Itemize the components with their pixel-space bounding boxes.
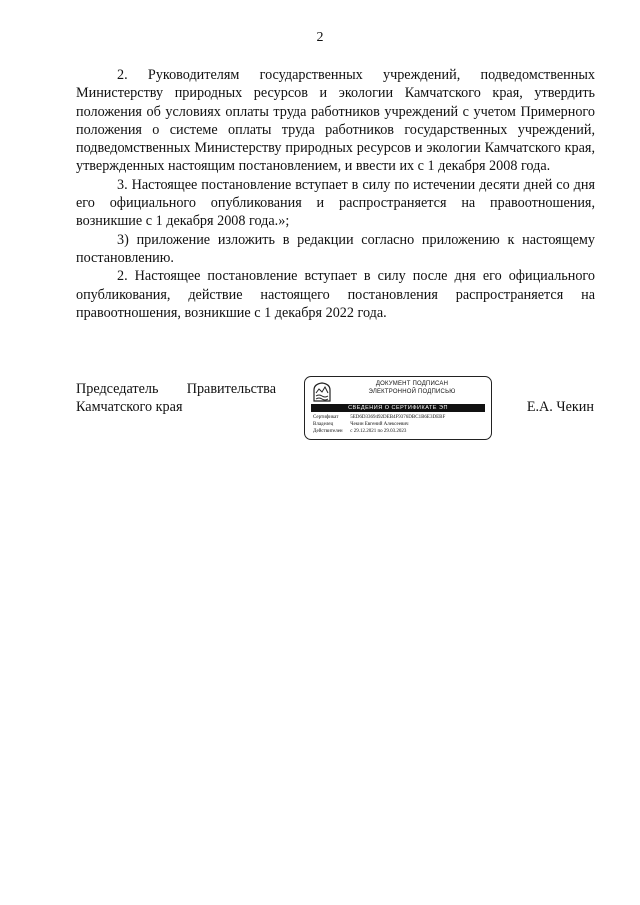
page-number: 2	[316, 30, 324, 45]
paragraph: 3. Настоящее постановление вступает в силу по истечении десяти дней со дня его официального опубликования и распространяется на правоотношения, возникшие с 1 декабря 2008 года.»;	[76, 176, 595, 230]
signer-position-line2: Камчатского края	[76, 399, 183, 416]
stamp-row-owner	[313, 421, 489, 428]
stamp-row-key: Действителен	[313, 429, 343, 434]
stamp-row-value: 5ED6D3369492DEB4F9376DBC1B6E3DEBF	[350, 415, 446, 420]
document-body	[76, 66, 595, 322]
signer-position-line1: Председатель Правительства	[76, 381, 276, 397]
stamp-details	[313, 414, 489, 435]
stamp-row-value: Чекин Евгений Алексеевич	[350, 422, 409, 427]
paragraph: 3) приложение изложить в редакции согласно приложению к настоящему постановлению.	[76, 231, 595, 266]
stamp-header-line1: ДОКУМЕНТ ПОДПИСАН	[375, 381, 449, 387]
stamp-header	[339, 381, 485, 396]
coat-of-arms-icon	[311, 381, 333, 403]
stamp-row-validity	[313, 428, 489, 435]
signer-position	[76, 380, 276, 417]
paragraph: 2. Руководителям государственных учреждений, подведомственных Министерству природных ресурсов и экологии Камчатского края, утвердить положения об условиях оплаты труда работников учреждений с учетом Примерного положения о системе оплаты труда работников государственных учреждений, подведомственных Министерству природных ресурсов и экологии Камчатского края, утвержденных настоящим постановлением, и ввести их с 1 декабря 2008 года.	[76, 67, 595, 175]
stamp-row-value: с 29.12.2021 по 29.03.2023	[350, 429, 407, 434]
electronic-signature-stamp	[304, 376, 492, 440]
stamp-row-certificate	[313, 414, 489, 421]
stamp-row-key: Сертификат	[313, 415, 339, 420]
stamp-certificate-bar: СВЕДЕНИЯ О СЕРТИФИКАТЕ ЭП	[311, 404, 485, 412]
signer-name: Е.А. Чекин	[526, 399, 594, 415]
stamp-header-line2: ЭЛЕКТРОННОЙ ПОДПИСЬЮ	[368, 388, 456, 395]
stamp-row-key: Владелец	[313, 422, 334, 427]
paragraph: 2. Настоящее постановление вступает в силу после дня его официального опубликования, действие настоящего постановления распространяется на правоотношения, возникшие с 1 декабря 2022 года.	[76, 268, 595, 321]
